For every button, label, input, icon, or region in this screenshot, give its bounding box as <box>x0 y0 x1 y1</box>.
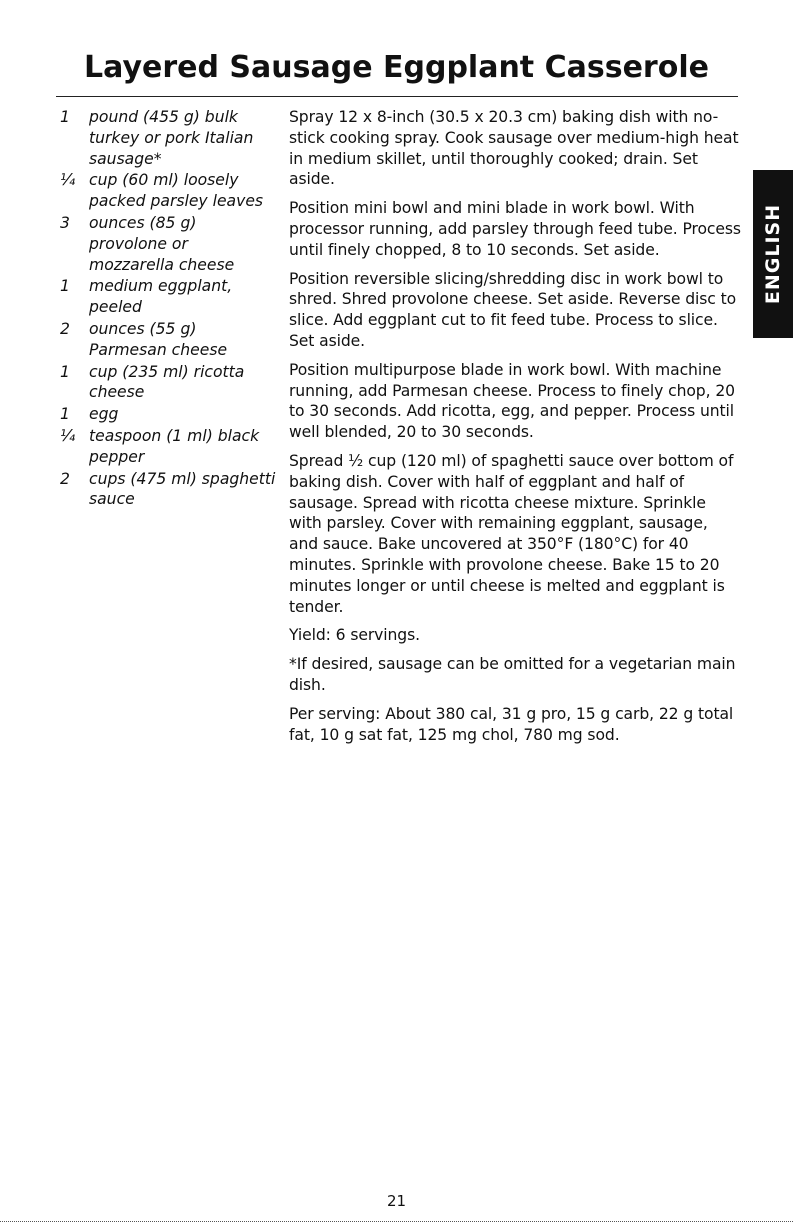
ingredient-quantity: 1 <box>60 362 70 381</box>
ingredient-item <box>56 276 276 318</box>
ingredient-text: cup (60 ml) loosely packed parsley leaves <box>89 171 264 211</box>
language-tab <box>753 170 793 338</box>
ingredient-quantity: 3 <box>60 213 70 232</box>
ingredient-item <box>56 469 276 511</box>
ingredient-quantity: 2 <box>60 469 70 488</box>
ingredient-quantity: ¼ <box>60 426 76 445</box>
ingredient-item <box>56 426 276 468</box>
method-text <box>289 107 741 753</box>
yield-text: Yield: 6 servings. <box>289 626 420 645</box>
ingredient-text: pound (455 g) bulk turkey or pork Italian sausage* <box>89 108 254 168</box>
method-paragraph: Position mini bowl and mini blade in work bowl. With processor running, add parsley through feed tube. Process until finely chopped, 8 to 10 seconds. Set aside. <box>289 199 741 259</box>
ingredient-item <box>56 170 276 212</box>
page-number: 21 <box>386 1192 407 1210</box>
method-paragraph: Position reversible slicing/shredding disc in work bowl to shred. Shred provolone cheese. Set aside. Reverse disc to slice. Add eggplant cut to fit feed tube. Process to slice. Set aside. <box>289 269 737 350</box>
ingredient-quantity: 1 <box>60 405 70 424</box>
ingredient-quantity: 1 <box>60 108 70 126</box>
ingredient-text: ounces (55 g) Parmesan cheese <box>89 319 228 359</box>
method-paragraph: Position multipurpose blade in work bowl. With machine running, add Parmesan cheese. Process to finely chop, 20 to 30 seconds. Add ricotta, egg, and pepper. Process until well blended, 20 to 30 seconds. <box>289 360 735 442</box>
page-edge-divider <box>0 1221 793 1222</box>
ingredient-text: cup (235 ml) ricotta cheese <box>89 362 245 402</box>
title-divider <box>56 96 738 97</box>
language-tab-label: ENGLISH <box>762 203 784 305</box>
ingredient-item <box>56 107 276 169</box>
ingredient-item <box>56 213 276 275</box>
recipe-title: Layered Sausage Eggplant Casserole <box>84 50 709 85</box>
ingredient-text: teaspoon (1 ml) black pepper <box>89 426 260 466</box>
nutrition-text: Per serving: About 380 cal, 31 g pro, 15 g carb, 22 g total fat, 10 g sat fat, 125 mg chol, 780 mg sod. <box>289 704 734 744</box>
ingredient-text: egg <box>89 405 119 424</box>
ingredient-text: cups (475 ml) spaghetti sauce <box>89 469 276 509</box>
ingredient-text: ounces (85 g) provolone or mozzarella cheese <box>89 213 235 274</box>
ingredient-item <box>56 404 276 425</box>
ingredient-list <box>56 107 276 511</box>
ingredient-quantity: 1 <box>60 277 70 296</box>
ingredient-text: medium eggplant, peeled <box>89 277 233 317</box>
ingredient-item <box>56 362 276 404</box>
ingredient-quantity: 2 <box>60 319 70 338</box>
ingredient-quantity: ¼ <box>60 171 76 190</box>
footnote-text: *If desired, sausage can be omitted for a vegetarian main dish. <box>289 655 736 694</box>
method-paragraph: Spray 12 x 8-inch (30.5 x 20.3 cm) baking dish with no-stick cooking spray. Cook sausage over medium-high heat in medium skillet, until thoroughly cooked; drain. Set aside. <box>289 108 739 189</box>
ingredient-item <box>56 319 276 361</box>
method-paragraph: Spread ½ cup (120 ml) of spaghetti sauce over bottom of baking dish. Cover with half of eggplant and half of sausage. Spread with ricotta cheese mixture. Sprinkle with parsley. Cover with remaining eggplant, sausage, and sauce. Bake uncovered at 350°F (180°C) for 40 minutes. Sprinkle with provolone cheese. Bake 15 to 20 minutes longer or until cheese is melted and eggplant is tender. <box>289 451 734 616</box>
